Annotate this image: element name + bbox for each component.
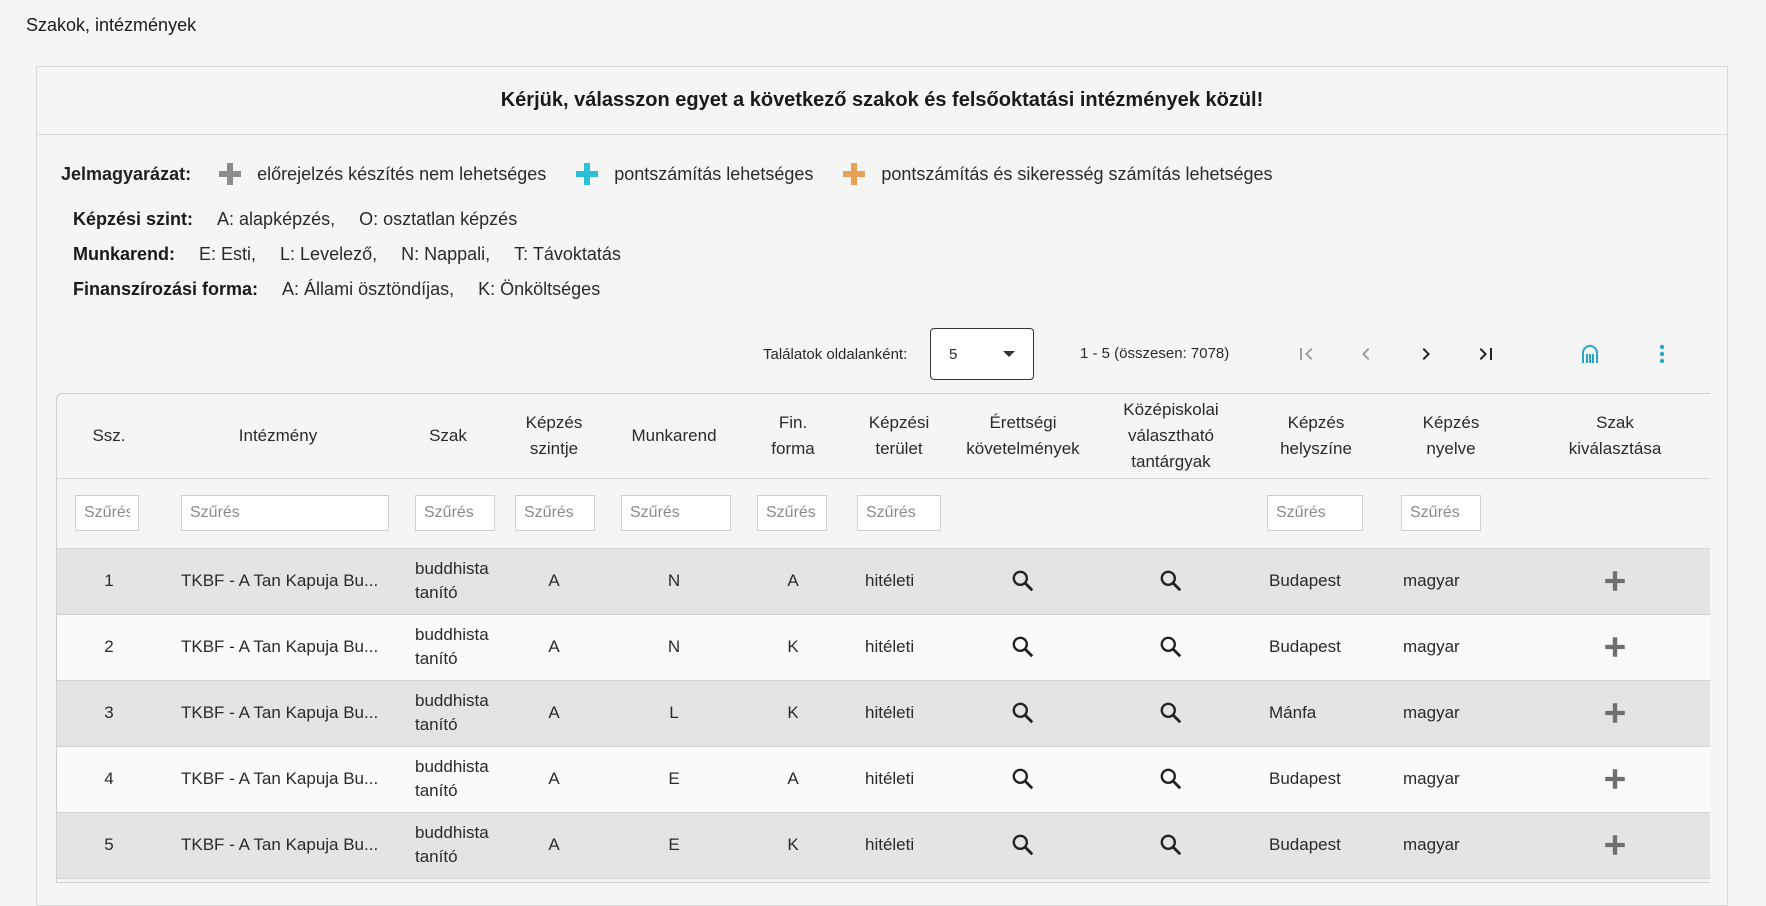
filter-terulet-input[interactable] xyxy=(857,495,941,531)
columns-arch-icon xyxy=(1578,342,1602,366)
cell-terulet: hitéleti xyxy=(845,614,953,680)
plus-grey-icon xyxy=(219,163,241,185)
cell-nyelv: magyar xyxy=(1383,746,1519,812)
cell-helyszin: Mánfa xyxy=(1249,680,1383,746)
cell-nyelv: magyar xyxy=(1383,548,1519,614)
search-icon xyxy=(1010,832,1036,858)
cell-ssz: 3 xyxy=(57,680,161,746)
cell-munkarend: N xyxy=(607,548,741,614)
cell-szak: buddhista tanító xyxy=(395,548,501,614)
col-header-ssz[interactable]: Ssz. xyxy=(57,394,161,478)
per-page-value: 5 xyxy=(949,345,958,363)
search-icon xyxy=(1010,766,1036,792)
select-szak-button[interactable] xyxy=(1519,614,1710,680)
panel-header: Kérjük, válasszon egyet a következő szakok és felsőoktatási intézmények közül! xyxy=(37,67,1727,135)
cell-munkarend: E xyxy=(607,746,741,812)
col-header-nyelv[interactable]: Képzés nyelve xyxy=(1383,394,1519,478)
erettsegi-view-button[interactable] xyxy=(953,680,1093,746)
cell-szint: A xyxy=(501,548,607,614)
col-header-intezmeny[interactable]: Intézmény xyxy=(161,394,395,478)
results-panel xyxy=(36,66,1728,906)
plus-icon xyxy=(1602,568,1628,594)
cell-ssz: 4 xyxy=(57,746,161,812)
table-row[interactable] xyxy=(57,548,1710,614)
first-page-icon xyxy=(1294,342,1318,366)
chevron-right-icon xyxy=(1414,342,1438,366)
legend-label: Jelmagyarázat: xyxy=(61,163,192,184)
search-icon xyxy=(1158,634,1184,660)
results-table xyxy=(56,393,1710,883)
more-vertical-icon xyxy=(1650,342,1674,366)
chevron-left-icon xyxy=(1354,342,1378,366)
legend-text: pontszámítás lehetséges xyxy=(614,163,814,184)
plus-icon xyxy=(1602,700,1628,726)
kozepiskolai-view-button[interactable] xyxy=(1093,812,1249,878)
info-kepzesi-szint xyxy=(73,209,541,230)
legend xyxy=(61,163,1303,185)
info-option: O: osztatlan képzés xyxy=(359,209,518,229)
search-icon xyxy=(1010,700,1036,726)
info-munkarend xyxy=(73,244,645,265)
cell-munkarend: E xyxy=(607,812,741,878)
select-szak-button[interactable] xyxy=(1519,812,1710,878)
filter-fin-input[interactable] xyxy=(757,495,827,531)
filter-ssz-input[interactable] xyxy=(75,495,139,531)
cell-fin: A xyxy=(741,548,845,614)
select-szak-button[interactable] xyxy=(1519,680,1710,746)
info-label: Finanszírozási forma: xyxy=(73,279,259,299)
cell-nyelv: magyar xyxy=(1383,812,1519,878)
legend-item-points xyxy=(576,163,813,185)
select-szak-button[interactable] xyxy=(1519,746,1710,812)
cell-fin: K xyxy=(741,680,845,746)
legend-item-no-forecast xyxy=(219,163,546,185)
header-row xyxy=(57,394,1710,478)
filter-helyszin-input[interactable] xyxy=(1267,495,1363,531)
range-label: 1 - 5 (összesen: 7078) xyxy=(1080,345,1230,362)
cell-terulet: hitéleti xyxy=(845,746,953,812)
search-icon xyxy=(1158,766,1184,792)
filter-nyelv-input[interactable] xyxy=(1401,495,1481,531)
select-szak-button[interactable] xyxy=(1519,548,1710,614)
legend-text: előrejelzés készítés nem lehetséges xyxy=(257,163,547,184)
cell-szint: A xyxy=(501,812,607,878)
filter-szint-input[interactable] xyxy=(515,495,595,531)
next-page-button[interactable] xyxy=(1407,335,1445,373)
search-icon xyxy=(1010,568,1036,594)
prev-page-button[interactable] xyxy=(1347,335,1385,373)
search-icon xyxy=(1158,568,1184,594)
cell-helyszin: Budapest xyxy=(1249,746,1383,812)
cell-intezmeny: TKBF - A Tan Kapuja Bu... xyxy=(161,812,395,878)
search-icon xyxy=(1158,700,1184,726)
col-header-erettsegi: Érettségi követelmények xyxy=(953,394,1093,478)
filter-munkarend-input[interactable] xyxy=(621,495,731,531)
info-label: Képzési szint: xyxy=(73,209,194,229)
erettsegi-view-button[interactable] xyxy=(953,548,1093,614)
plus-icon xyxy=(1602,766,1628,792)
info-option: K: Önköltséges xyxy=(478,279,601,299)
info-option: A: Állami ösztöndíjas, xyxy=(282,279,455,299)
caret-down-icon xyxy=(1003,351,1015,357)
plus-icon xyxy=(1602,832,1628,858)
cell-helyszin: Budapest xyxy=(1249,614,1383,680)
col-header-kepzes-szintje[interactable]: Képzés szintje xyxy=(501,394,607,478)
page-title: Szakok, intézmények xyxy=(26,15,197,35)
cell-terulet: hitéleti xyxy=(845,812,953,878)
last-page-icon xyxy=(1474,342,1498,366)
cell-szak: buddhista tanító xyxy=(395,680,501,746)
erettsegi-view-button[interactable] xyxy=(953,812,1093,878)
cell-nyelv: magyar xyxy=(1383,680,1519,746)
kozepiskolai-view-button[interactable] xyxy=(1093,680,1249,746)
col-header-fin-forma[interactable]: Fin. forma xyxy=(741,394,845,478)
cell-szak: buddhista tanító xyxy=(395,746,501,812)
table-row[interactable] xyxy=(57,680,1710,746)
cell-terulet: hitéleti xyxy=(845,548,953,614)
kozepiskolai-view-button[interactable] xyxy=(1093,548,1249,614)
legend-item-points-success xyxy=(843,163,1272,185)
cell-szak: buddhista tanító xyxy=(395,614,501,680)
cell-szak: buddhista tanító xyxy=(395,812,501,878)
plus-orange-icon xyxy=(843,163,865,185)
table-row[interactable] xyxy=(57,746,1710,812)
cell-szint: A xyxy=(501,680,607,746)
filter-szak-input[interactable] xyxy=(415,495,495,531)
search-icon xyxy=(1158,832,1184,858)
cell-helyszin: Budapest xyxy=(1249,548,1383,614)
col-header-kozepiskolai: Középiskolai választható tantárgyak xyxy=(1093,394,1249,478)
kozepiskolai-view-button[interactable] xyxy=(1093,746,1249,812)
table-row[interactable] xyxy=(57,812,1710,878)
col-header-helyszin[interactable]: Képzés helyszíne xyxy=(1249,394,1383,478)
per-page-label: Találatok oldalanként: xyxy=(763,346,908,363)
erettsegi-view-button[interactable] xyxy=(953,614,1093,680)
col-header-kepzesi-terulet[interactable]: Képzési terület xyxy=(845,394,953,478)
search-icon xyxy=(1010,634,1036,660)
more-options-button[interactable] xyxy=(1643,335,1681,373)
col-header-kivalasztas: Szak kiválasztása xyxy=(1519,394,1710,478)
cell-intezmeny: TKBF - A Tan Kapuja Bu... xyxy=(161,746,395,812)
cell-intezmeny: TKBF - A Tan Kapuja Bu... xyxy=(161,548,395,614)
plus-cyan-icon xyxy=(576,163,598,185)
legend-text: pontszámítás és sikeresség számítás lehetséges xyxy=(881,163,1273,184)
cell-fin: K xyxy=(741,812,845,878)
info-option: L: Levelező, xyxy=(280,244,378,264)
cell-fin: K xyxy=(741,614,845,680)
info-option: T: Távoktatás xyxy=(514,244,621,264)
col-header-szak[interactable]: Szak xyxy=(395,394,501,478)
cell-intezmeny: TKBF - A Tan Kapuja Bu... xyxy=(161,680,395,746)
column-settings-button[interactable] xyxy=(1571,335,1609,373)
erettsegi-view-button[interactable] xyxy=(953,746,1093,812)
first-page-button[interactable] xyxy=(1287,335,1325,373)
per-page-select[interactable] xyxy=(930,328,1034,380)
cell-ssz: 1 xyxy=(57,548,161,614)
filter-intezmeny-input[interactable] xyxy=(181,495,389,531)
cell-szint: A xyxy=(501,614,607,680)
cell-ssz: 5 xyxy=(57,812,161,878)
info-option: E: Esti, xyxy=(199,244,257,264)
cell-szint: A xyxy=(501,746,607,812)
cell-terulet: hitéleti xyxy=(845,680,953,746)
filter-row xyxy=(57,478,1710,548)
cell-nyelv: magyar xyxy=(1383,614,1519,680)
col-header-munkarend[interactable]: Munkarend xyxy=(607,394,741,478)
cell-fin: A xyxy=(741,746,845,812)
info-finanszirozas xyxy=(73,279,624,300)
cell-intezmeny: TKBF - A Tan Kapuja Bu... xyxy=(161,614,395,680)
cell-ssz: 2 xyxy=(57,614,161,680)
kozepiskolai-view-button[interactable] xyxy=(1093,614,1249,680)
cell-helyszin: Budapest xyxy=(1249,812,1383,878)
last-page-button[interactable] xyxy=(1467,335,1505,373)
info-option: A: alapképzés, xyxy=(217,209,336,229)
paginator xyxy=(37,327,1727,381)
plus-icon xyxy=(1602,634,1628,660)
info-label: Munkarend: xyxy=(73,244,176,264)
table-row[interactable] xyxy=(57,614,1710,680)
cell-munkarend: L xyxy=(607,680,741,746)
cell-munkarend: N xyxy=(607,614,741,680)
info-option: N: Nappali, xyxy=(401,244,491,264)
